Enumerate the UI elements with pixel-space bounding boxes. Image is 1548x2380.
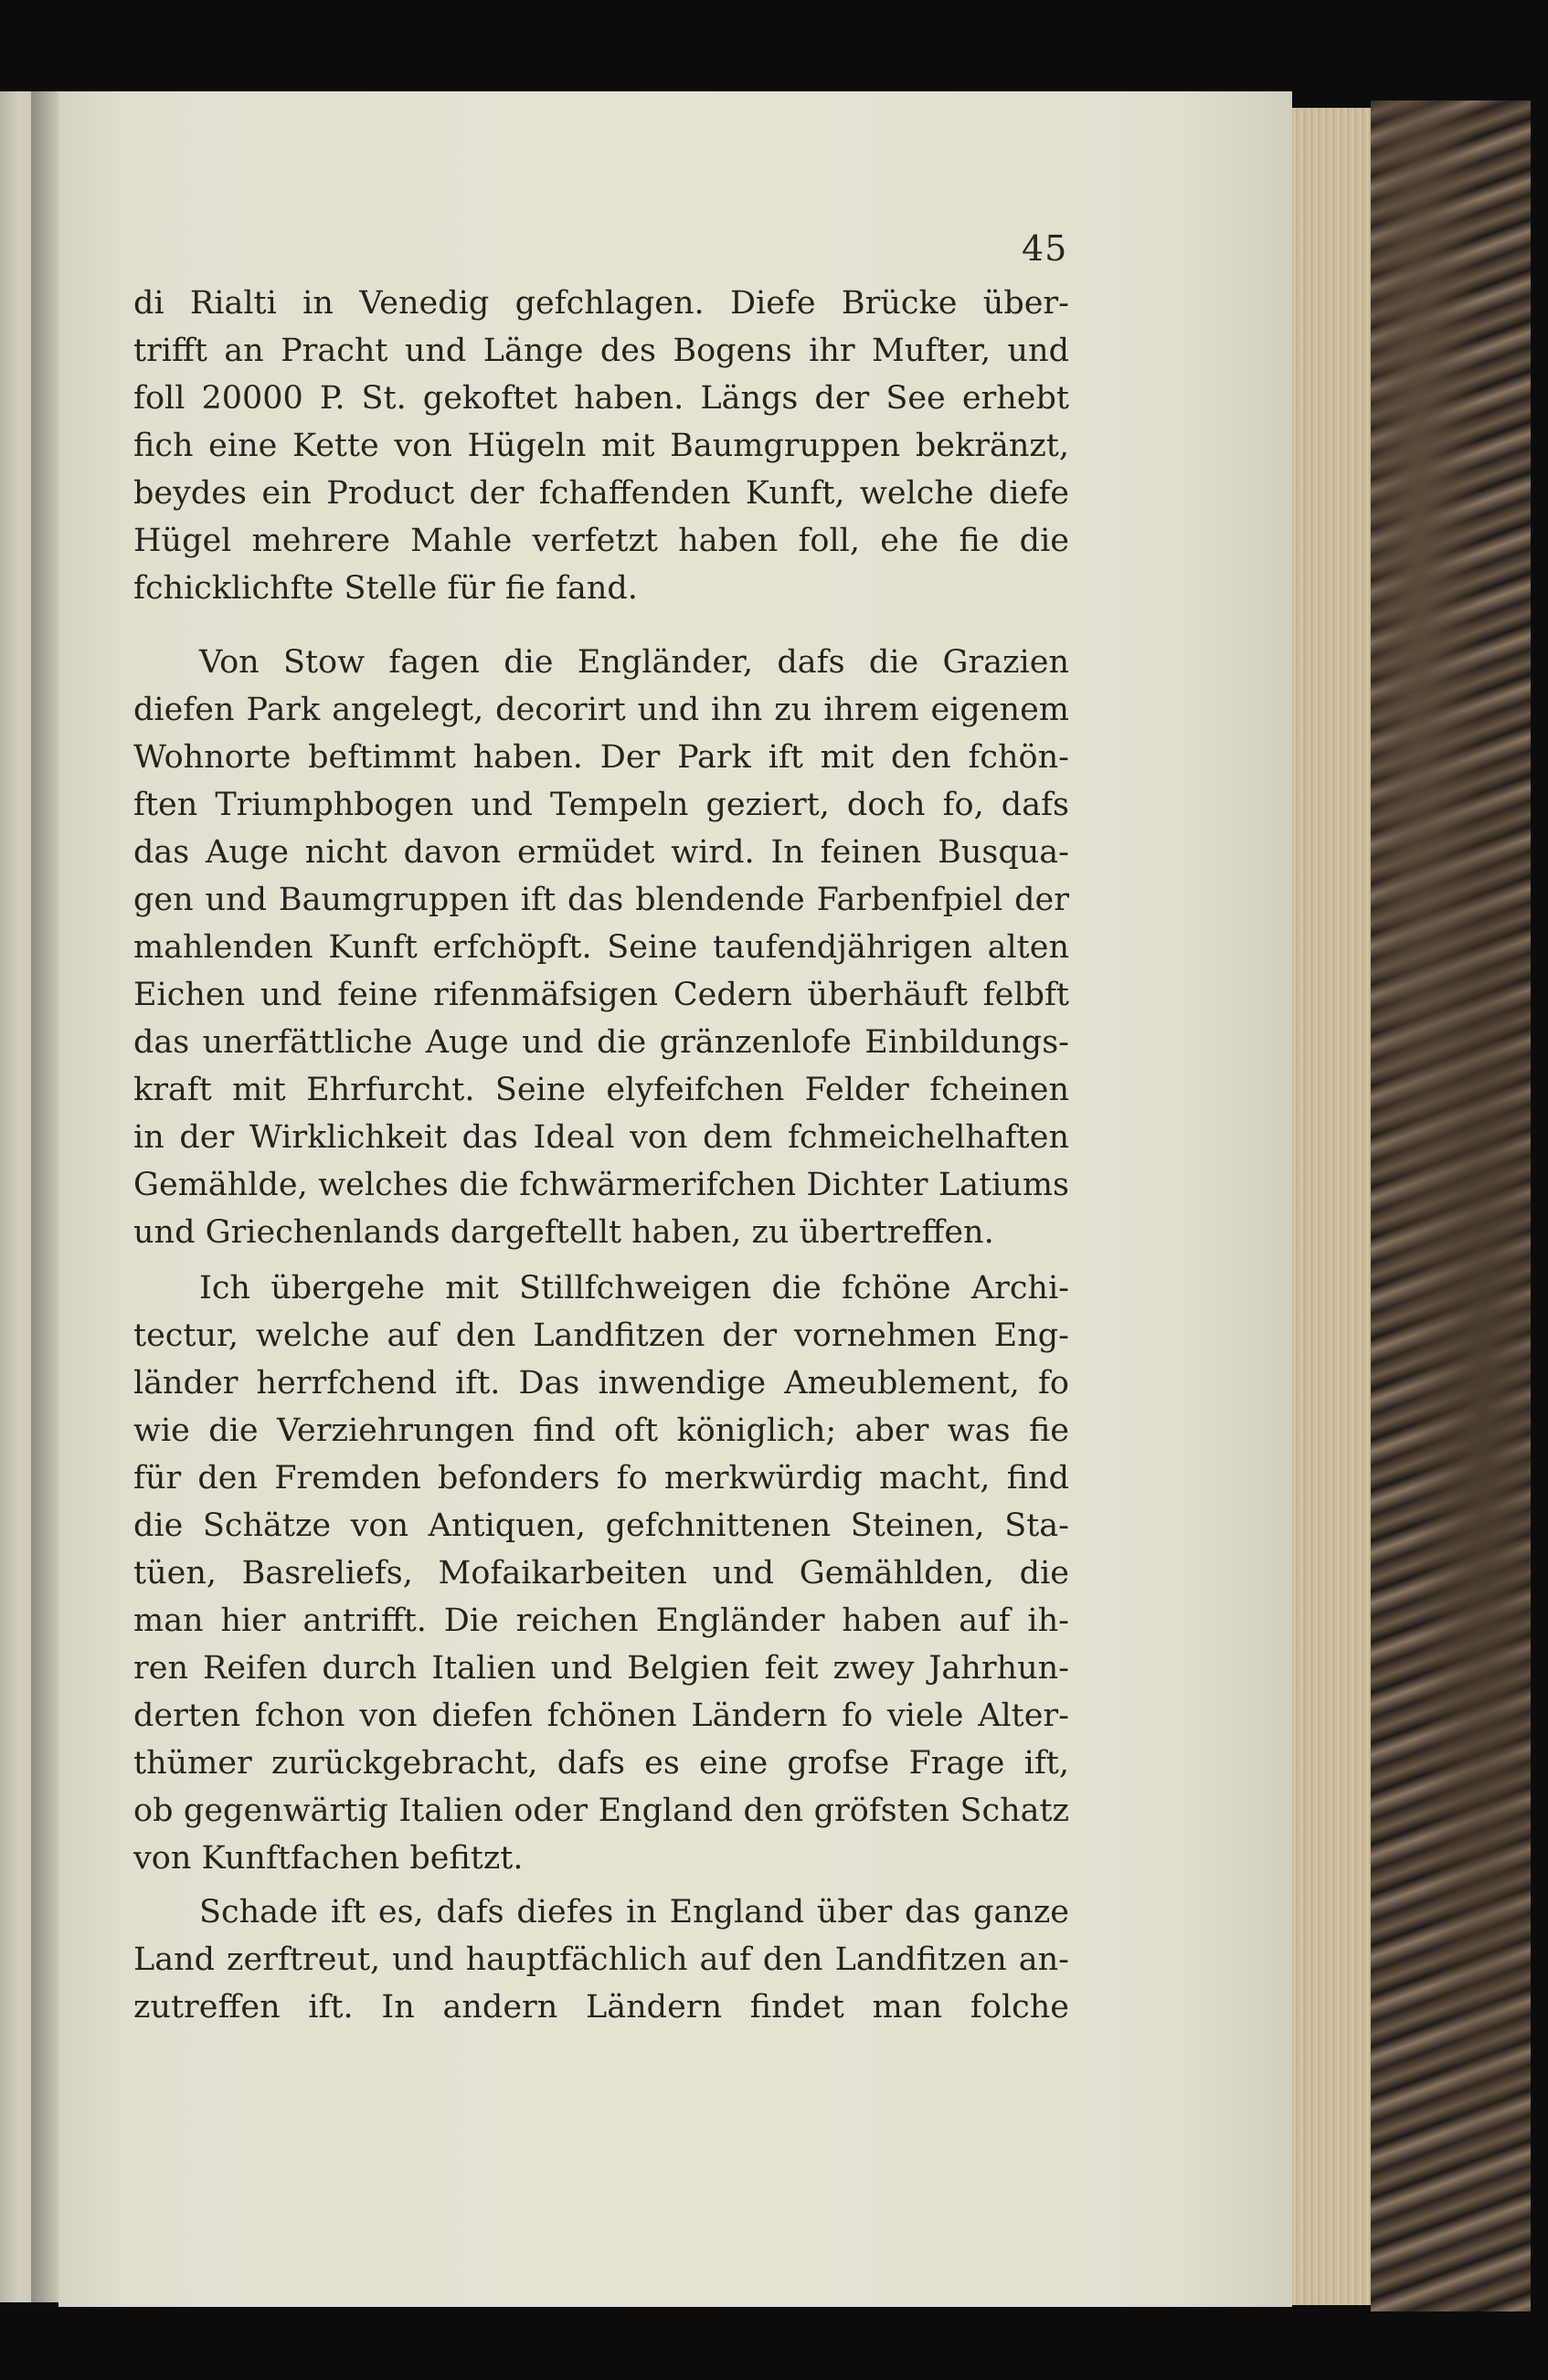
text-line-2: trifft an Pracht und Länge des Bogens ihr Mufter, und <box>133 333 1069 369</box>
text-line-4: fich eine Kette von Hügeln mit Baumgruppen bekränzt, <box>133 428 1069 464</box>
text-line-33: von Kunftfachen befitzt. <box>133 1840 524 1877</box>
text-line-5: beydes ein Product der fchaffenden Kunft, welche diefe <box>133 475 1069 512</box>
text-line-35: Land zerftreut, und hauptfächlich auf den Landfitzen an- <box>133 1941 1069 1978</box>
text-line-28: man hier antrifft. Die reichen Engländer haben auf ih- <box>133 1603 1069 1639</box>
text-line-14: mahlenden Kunft erfchöpft. Seine taufendjährigen alten <box>133 929 1069 966</box>
text-line-32: ob gegenwärtig Italien oder England den gröfsten Schatz <box>133 1793 1069 1829</box>
text-line-13: gen und Baumgruppen ift das blendende Farbenfpiel der <box>133 882 1069 918</box>
text-line-31: thümer zurückgebracht, dafs es eine grofse Frage ift, <box>133 1745 1069 1782</box>
text-line-7: fchicklichfte Stelle für fie fand. <box>133 570 638 607</box>
text-line-27: tüen, Basreliefs, Mofaikarbeiten und Gemählden, die <box>133 1555 1069 1592</box>
text-line-20: und Griechenlands dargeftellt haben, zu übertreffen. <box>133 1214 994 1251</box>
text-line-18: in der Wirklichkeit das Ideal von dem fchmeichelhaften <box>133 1119 1069 1156</box>
text-line-12: das Auge nicht davon ermüdet wird. In feinen Busqua- <box>133 834 1069 871</box>
text-line-16: das unerfättliche Auge und die gränzenlofe Einbildungs- <box>133 1024 1069 1061</box>
page-number: 45 <box>1022 228 1068 269</box>
text-line-25: für den Fremden befonders fo merkwürdig macht, find <box>133 1460 1069 1497</box>
text-line-1: di Rialti in Venedig gefchlagen. Diefe Brücke über- <box>133 285 1069 322</box>
text-line-26: die Schätze von Antiquen, gefchnittenen Steinen, Sta- <box>133 1507 1069 1544</box>
text-line-30: derten fchon von diefen fchönen Ländern fo viele Alter- <box>133 1698 1069 1734</box>
page-block-edges <box>1292 108 1371 2305</box>
text-line-10: Wohnorte beftimmt haben. Der Park ift mit den fchön- <box>133 739 1069 776</box>
book-gutter <box>31 91 58 2302</box>
text-line-23: länder herrfchend ift. Das inwendige Ameublement, fo <box>133 1365 1069 1402</box>
marbled-cover-edge <box>1371 100 1531 2311</box>
text-line-29: ren Reifen durch Italien und Belgien feit zwey Jahrhun- <box>133 1650 1069 1687</box>
text-line-24: wie die Verziehrungen find oft königlich; aber was fie <box>133 1412 1069 1449</box>
text-line-21: Ich übergehe mit Stillfchweigen die fchöne Archi- <box>199 1270 1069 1306</box>
text-line-19: Gemählde, welches die fchwärmerifchen Dichter Latiums <box>133 1167 1069 1203</box>
text-line-11: ften Triumphbogen und Tempeln geziert, doch fo, dafs <box>133 787 1069 823</box>
text-line-3: foll 20000 P. St. gekoftet haben. Längs der See erhebt <box>133 380 1069 417</box>
text-line-17: kraft mit Ehrfurcht. Seine elyfeifchen Felder fcheinen <box>133 1072 1069 1108</box>
left-page-edge <box>0 91 31 2302</box>
text-line-22: tectur, welche auf den Landfitzen der vornehmen Eng- <box>133 1317 1069 1354</box>
text-line-9: diefen Park angelegt, decorirt und ihn zu ihrem eigenem <box>133 692 1069 728</box>
text-line-34: Schade ift es, dafs diefes in England über das ganze <box>199 1894 1069 1930</box>
text-line-15: Eichen und feine rifenmäfsigen Cedern überhäuft felbft <box>133 977 1069 1013</box>
text-line-8: Von Stow fagen die Engländer, dafs die Grazien <box>199 644 1069 681</box>
text-line-36: zutreffen ift. In andern Ländern findet man folche <box>133 1989 1069 2026</box>
text-line-6: Hügel mehrere Mahle verfetzt haben foll, ehe fie die <box>133 523 1069 559</box>
